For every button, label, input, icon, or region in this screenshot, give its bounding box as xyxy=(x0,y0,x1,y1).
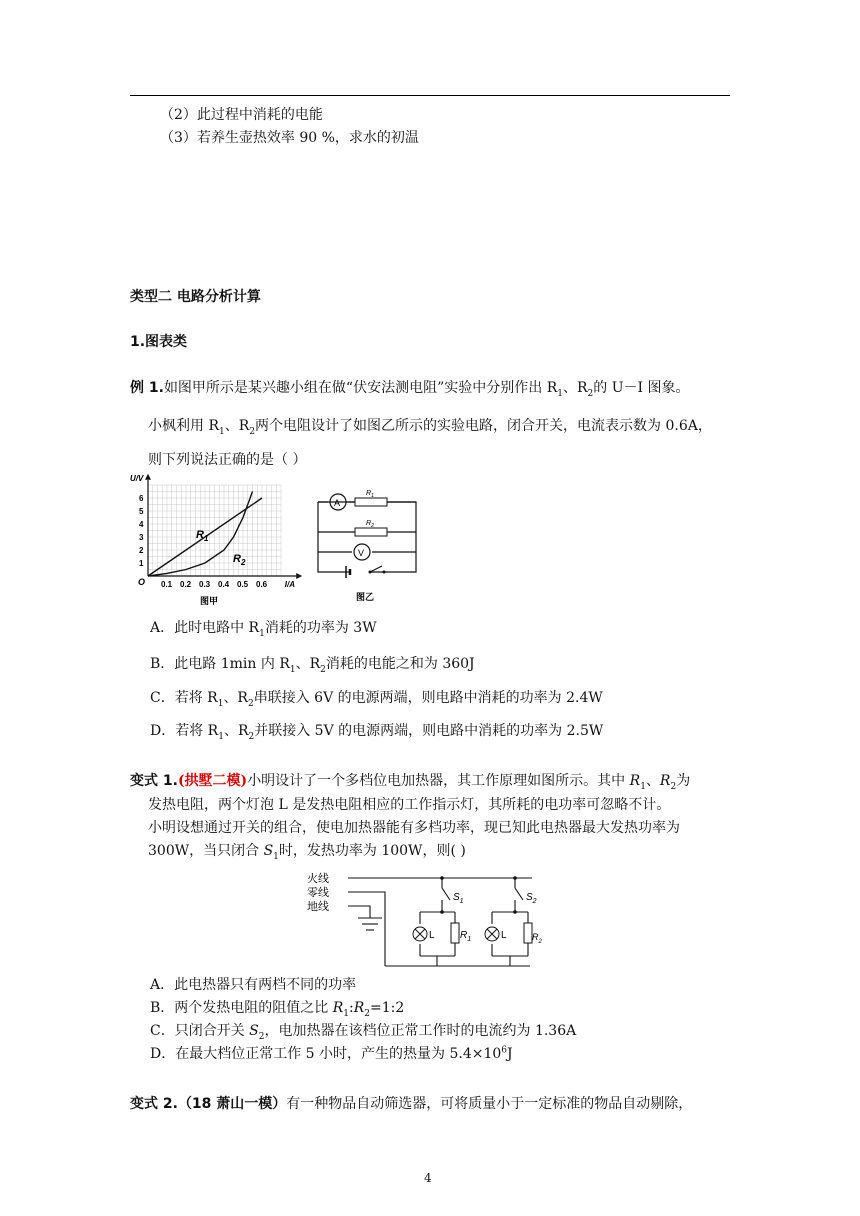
switch-s1-icon xyxy=(442,888,450,900)
y-tick-label: 1 xyxy=(139,559,144,568)
x-tick-label: 0.5 xyxy=(237,580,249,589)
resistor-r2-icon xyxy=(355,528,387,536)
lamp2-label: L xyxy=(501,930,507,941)
ammeter-letter: A xyxy=(334,498,341,508)
question-part-2: （2）此过程中消耗的电能 xyxy=(160,107,323,123)
x-tick-label: 0.1 xyxy=(161,580,173,589)
example1-option-b: B．此电路 1min 内 $R_1$、$R_2$消耗的电能之和为 360J xyxy=(150,656,475,675)
question-part-3: （3）若养生壶热效率 90 %，求水的初温 xyxy=(160,130,419,146)
variant2-line1: 变式 2.（18 萧山一模）有一种物品自动筛选器，可将质量小于一定标准的物品自动剔除， xyxy=(130,1096,693,1112)
page-number: 4 xyxy=(424,1171,432,1185)
variant2-source: （18 萧山一模） xyxy=(177,1096,287,1112)
chart-axes xyxy=(145,474,302,579)
variant1-option-c: C．只闭合开关 $S_2$，电加热器在该档位正常工作时的电流约为 1.36A xyxy=(150,1023,577,1042)
lamp-l1-icon xyxy=(413,927,427,941)
example1-label: 例 1. xyxy=(130,380,164,396)
circuit-r2-label: $R_2$ xyxy=(366,520,374,529)
heater-circuit-diagram xyxy=(300,868,540,970)
series-label-r1: $R_1$ xyxy=(196,529,209,543)
variant1-line4: 300W，当只闭合 $S_1$时，发热功率为 100W，则( ) xyxy=(148,843,466,862)
s1-label: $S_1$ xyxy=(453,892,464,905)
switch-s2-icon xyxy=(515,888,523,900)
figure-a-ui-graph xyxy=(128,473,318,608)
variant1-option-a: A．此电热器只有两档不同的功率 xyxy=(150,977,357,993)
lamp-l2-icon xyxy=(485,927,499,941)
example1-option-c: C．若将 $R_1$、$R_2$串联接入 6V 的电源两端，则电路中消耗的功率为 2.4W xyxy=(150,690,603,709)
live-wire-label: 火线 xyxy=(307,873,329,885)
y-tick-label: 5 xyxy=(139,507,144,516)
example1-line3: 则下列说法正确的是（ ） xyxy=(148,452,307,468)
variant1-label: 变式 1. xyxy=(130,773,178,789)
y-tick-label: 4 xyxy=(139,520,144,529)
y-tick-label: 2 xyxy=(139,546,144,555)
chart-caption: 图甲 xyxy=(200,596,219,606)
voltmeter-letter: V xyxy=(358,548,365,558)
r1-label: $R_1$ xyxy=(460,930,472,943)
y-axis-arrow xyxy=(145,474,151,480)
origin-label: O xyxy=(138,577,146,587)
variant1-option-d: D．在最大档位正常工作 5 小时，产生的热量为 $5.4\times 10^6J$ xyxy=(150,1045,513,1062)
example1-option-a: A．此时电路中 $R_1$消耗的功率为 3W xyxy=(150,620,377,639)
y-tick-label: 3 xyxy=(139,533,144,542)
variant1-source: (拱墅二模) xyxy=(177,773,248,789)
s2-label: $S_2$ xyxy=(526,892,537,905)
circuit-r1-label: $R_1$ xyxy=(366,490,374,499)
variant1-line3: 小明设想通过开关的组合，使电加热器能有多档功率，现已知此电热器最大发热功率为 xyxy=(148,820,680,836)
section-title: 类型二 电路分析计算 xyxy=(130,289,261,305)
ground-wire-label: 地线 xyxy=(307,901,329,913)
switch-icon xyxy=(370,566,382,572)
x-axis-arrow xyxy=(296,573,302,579)
neutral-wire-label: 零线 xyxy=(307,887,329,899)
figure-b-circuit xyxy=(310,484,425,604)
example1-line1: 例 1.如图甲所示是某兴趣小组在做“伏安法测电阻”实验中分别作出 $R_1$、$R_2$的 U－I 图象。 xyxy=(130,380,690,399)
series-label-r2: $R_2$ xyxy=(233,553,246,567)
y-tick-label: 6 xyxy=(139,494,144,503)
variant1-line1: 变式 1.(拱墅二模)小明设计了一个多档位电加热器，其工作原理如图所示。其中 $R_1$、$R_2$为 xyxy=(130,773,691,792)
x-tick-label: 0.3 xyxy=(199,580,211,589)
example1-line2: 小枫利用 $R_1$、$R_2$两个电阻设计了如图乙所示的实验电路，闭合开关，电流表示数为 0.6A， xyxy=(148,418,712,437)
lamp1-label: L xyxy=(429,930,435,941)
x-tick-label: 0.4 xyxy=(218,580,230,589)
variant1-line2: 发热电阻，两个灯泡 L 是发热电阻相应的工作指示灯，其所耗的电功率可忽略不计。 xyxy=(148,797,671,813)
r2-label: $R_2$ xyxy=(532,932,542,945)
resistor-r1-icon xyxy=(355,498,387,506)
resistor-r2-icon xyxy=(524,923,532,943)
header-rule xyxy=(130,95,730,96)
x-tick-label: 0.6 xyxy=(256,580,268,589)
resistor-r1-icon xyxy=(451,923,459,943)
x-tick-label: 0.2 xyxy=(180,580,192,589)
example1-option-d: D．若将 $R_1$、$R_2$并联接入 5V 的电源两端，则电路中消耗的功率为 2.5W xyxy=(150,723,604,742)
figure-b-caption: 图乙 xyxy=(356,592,375,602)
variant1-option-b: B．两个发热电阻的阻值之比 $R_1:R_2=1:2$ xyxy=(150,1000,405,1019)
x-axis-label: I/A xyxy=(284,580,296,589)
variant2-label: 变式 2. xyxy=(130,1096,178,1112)
y-axis-label: U/V xyxy=(130,473,144,483)
subsection-title: 1.图表类 xyxy=(130,334,188,350)
